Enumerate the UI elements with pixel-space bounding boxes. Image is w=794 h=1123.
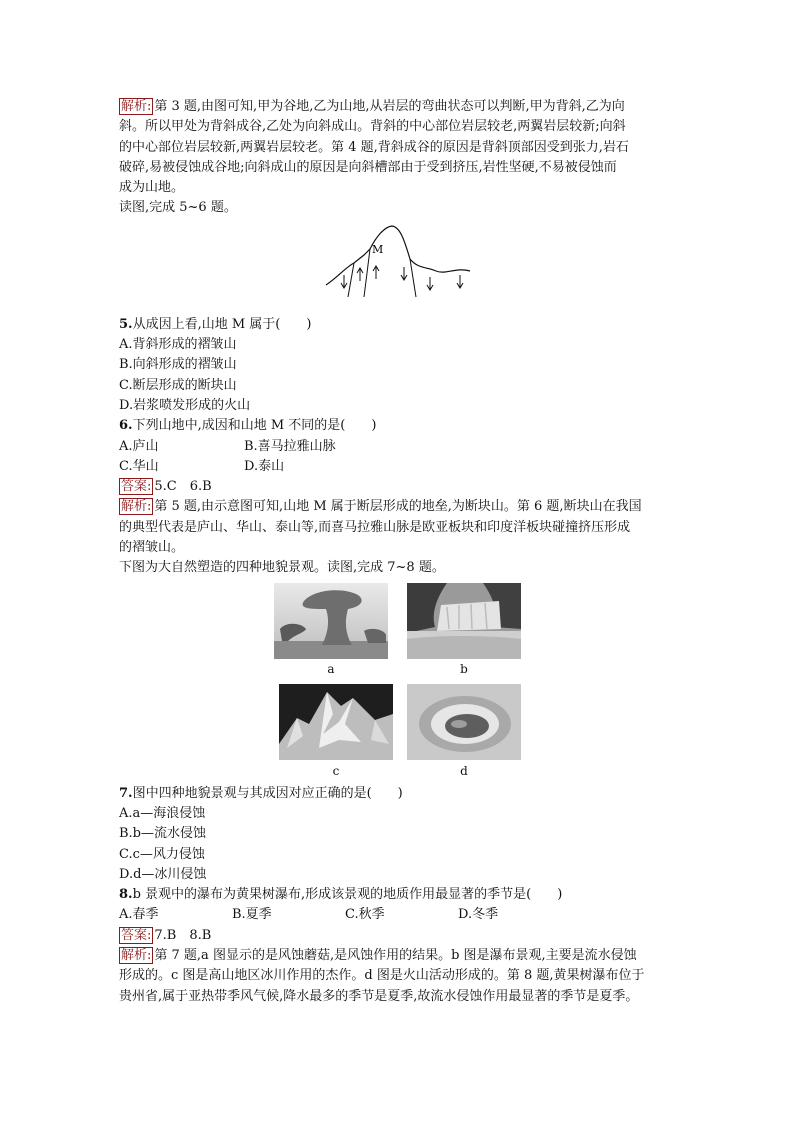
analysis-line: 破碎,易被侵蚀成谷地;向斜成山的原因是向斜槽部由于受到挤压,岩性坚硬,不易被侵蚀而	[119, 159, 617, 175]
option-7a: A.a—海浪侵蚀	[119, 805, 206, 821]
option-6a: A.庐山	[119, 438, 159, 454]
option-8d: D.冬季	[458, 907, 499, 923]
options-8	[119, 905, 681, 925]
photos-spacer	[119, 579, 681, 784]
fault-block-mountain-diagram	[324, 223, 472, 299]
analysis-line: 贵州省,属于亚热带季风气候,降水最多的季节是夏季,故流水侵蚀作用最显著的季节是夏季。	[119, 988, 639, 1004]
option-6b: B.喜马拉雅山脉	[244, 438, 336, 454]
photo-b-caption: b	[460, 662, 468, 676]
photo-b-waterfall	[407, 583, 521, 659]
answer-tag: 答案:	[121, 927, 152, 943]
question-6: 6.下列山地中,成因和山地 M 不同的是( )	[119, 418, 377, 434]
option-5d: D.岩浆喷发形成的火山	[119, 397, 251, 413]
option-5b: B.向斜形成的褶皱山	[119, 357, 237, 373]
analysis-line: 形成的。c 图是高山地区冰川作用的杰作。d 图是火山活动形成的。第 8 题,黄果树瀑布位于	[119, 968, 645, 984]
options-6-row1	[119, 437, 681, 457]
analysis-line: 解析: 第 5 题,由示意图可知,山地 M 属于断层形成的地垒,为断块山。第 6 题,断块山在我国	[121, 499, 642, 515]
photo-a-caption: a	[327, 662, 335, 676]
photo-c-glacier-mountains	[279, 684, 393, 760]
analysis-line: 的典型代表是庐山、华山、泰山等,而喜马拉雅山脉是欧亚板块和印度洋板块碰撞挤压形成	[119, 519, 631, 535]
option-7d: D.d—冰川侵蚀	[119, 866, 207, 882]
answer-tag: 答案:	[121, 479, 152, 495]
photo-d-volcanic-crater	[407, 684, 521, 760]
question-8: 8.b 景观中的瀑布为黄果树瀑布,形成该景观的地质作用最显著的季节是( )	[119, 887, 563, 903]
figure-instruction: 下图为大自然塑造的四种地貌景观。读图,完成 7~8 题。	[119, 560, 445, 576]
question-7: 7.图中四种地貌景观与其成因对应正确的是( )	[119, 785, 403, 801]
analysis-tag: 解析:	[121, 99, 152, 114]
analysis-line: 成为山地。	[119, 180, 185, 196]
option-7c: C.c—风力侵蚀	[119, 846, 205, 862]
analysis-line: 解析: 第 7 题,a 图显示的是风蚀蘑菇,是风蚀作用的结果。b 图是瀑布景观,主要是流水侵蚀	[121, 948, 637, 964]
answer-line: 答案: 5.C 6.B	[121, 479, 212, 495]
option-5c: C.断层形成的断块山	[119, 377, 237, 393]
analysis-tag: 解析:	[121, 948, 152, 964]
analysis-line: 的褶皱山。	[119, 540, 185, 556]
question-5: 5.从成因上看,山地 M 属于( )	[119, 316, 312, 332]
diagram-label-m: M	[372, 243, 384, 256]
analysis-line: 解析: 第 3 题,由图可知,甲为谷地,乙为山地,从岩层的弯曲状态可以判断,甲为背斜,乙为向	[121, 99, 625, 114]
option-7b: B.b—流水侵蚀	[119, 826, 207, 842]
analysis-line: 的中心部位岩层较新,两翼岩层较老。第 4 题,背斜成谷的原因是背斜顶部因受到张力,岩石	[119, 139, 629, 155]
option-5a: A.背斜形成的褶皱山	[119, 337, 237, 353]
option-6d: D.泰山	[244, 458, 285, 474]
option-8b: B.夏季	[232, 907, 272, 923]
option-6c: C.华山	[119, 458, 159, 474]
photo-c-caption: c	[332, 764, 340, 778]
read-figure-instruction: 读图,完成 5~6 题。	[119, 200, 237, 216]
photo-d-caption: d	[460, 764, 468, 778]
photo-a-mushroom-rock	[274, 583, 388, 659]
options-6-row2	[119, 457, 681, 477]
option-8c: C.秋季	[345, 907, 385, 923]
answer-line: 答案: 7.B 8.B	[121, 927, 212, 943]
option-8a: A.春季	[119, 907, 159, 923]
analysis-tag: 解析:	[121, 499, 152, 515]
analysis-line: 斜。所以甲处为背斜成谷,乙处为向斜成山。背斜的中心部位岩层较老,两翼岩层较新;向斜	[119, 119, 626, 135]
